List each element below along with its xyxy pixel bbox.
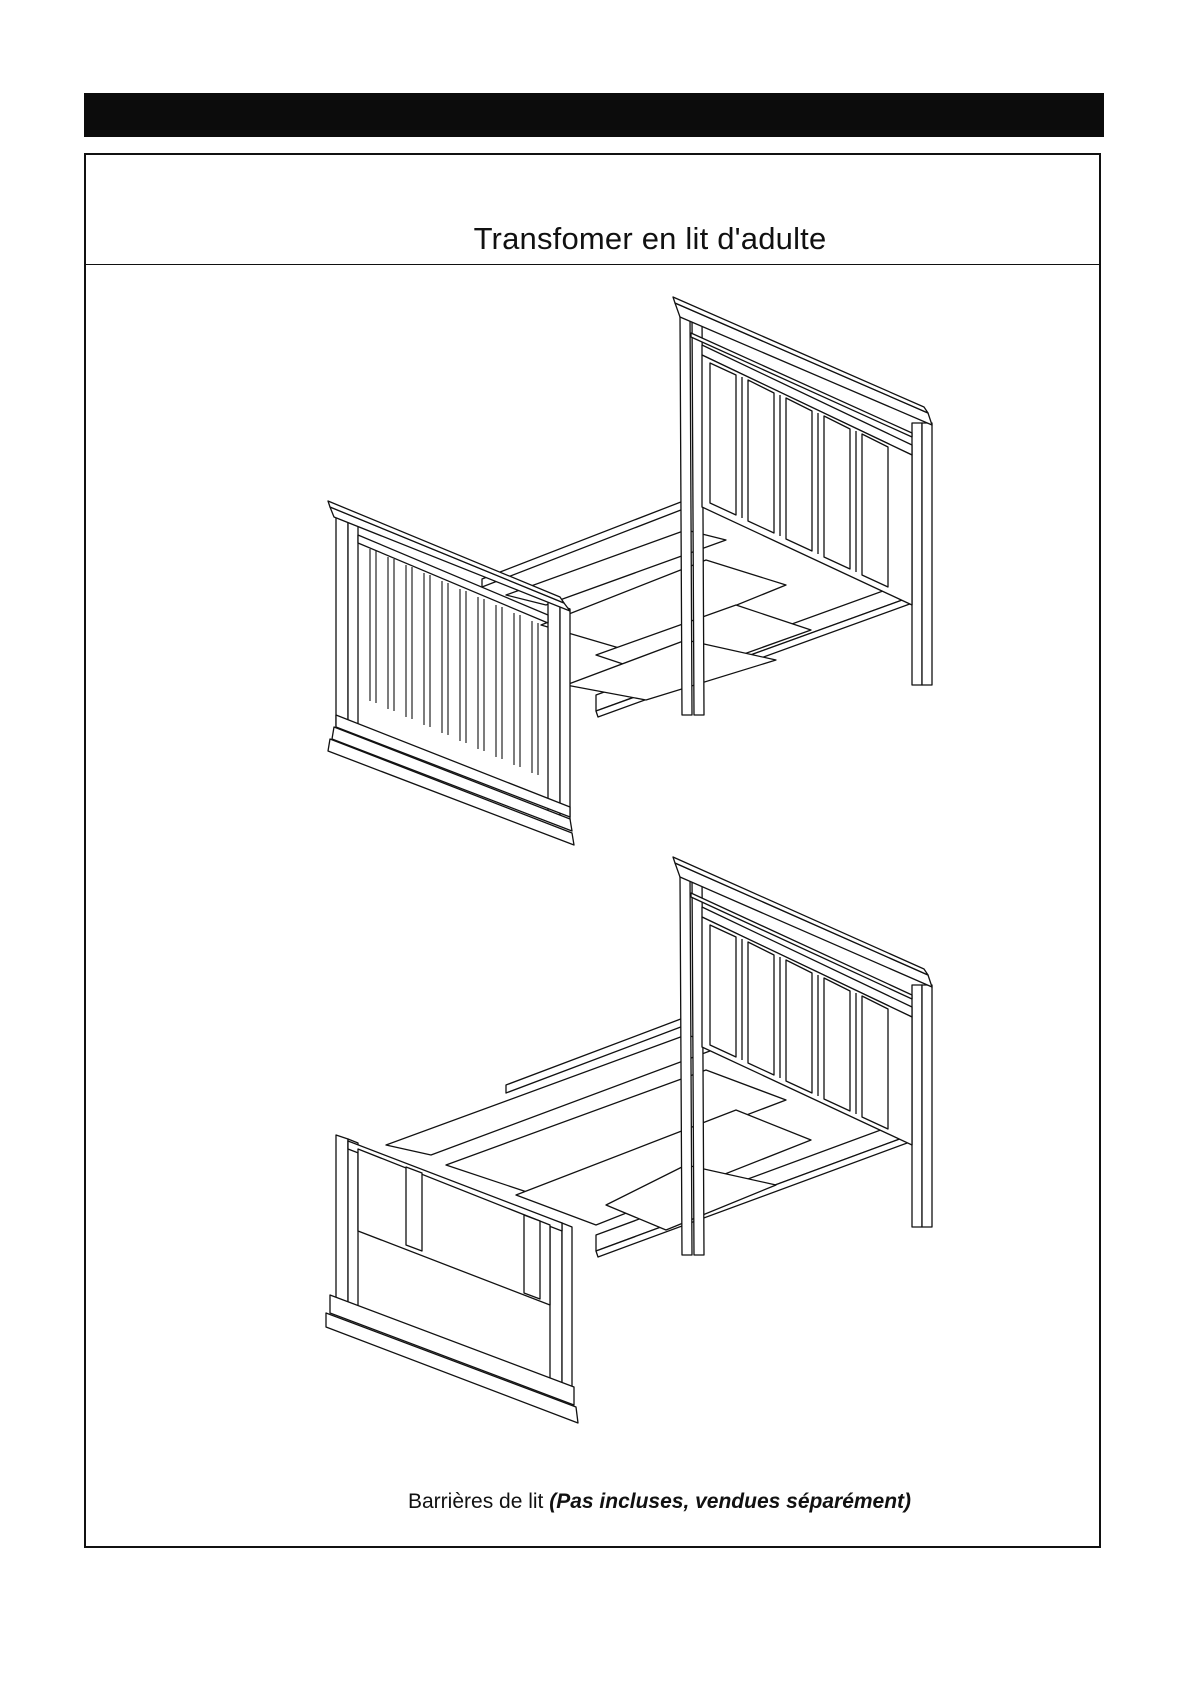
header-bar [84,93,1104,137]
caption-text: Barrières de lit [408,1490,550,1513]
page-title: Transfomer en lit d'adulte [473,221,827,256]
caption [408,1490,911,1514]
caption-note: (Pas incluses, vendues séparément) [549,1490,912,1513]
bed-illustration-bottom [86,155,1099,1546]
instruction-panel [84,153,1101,1548]
